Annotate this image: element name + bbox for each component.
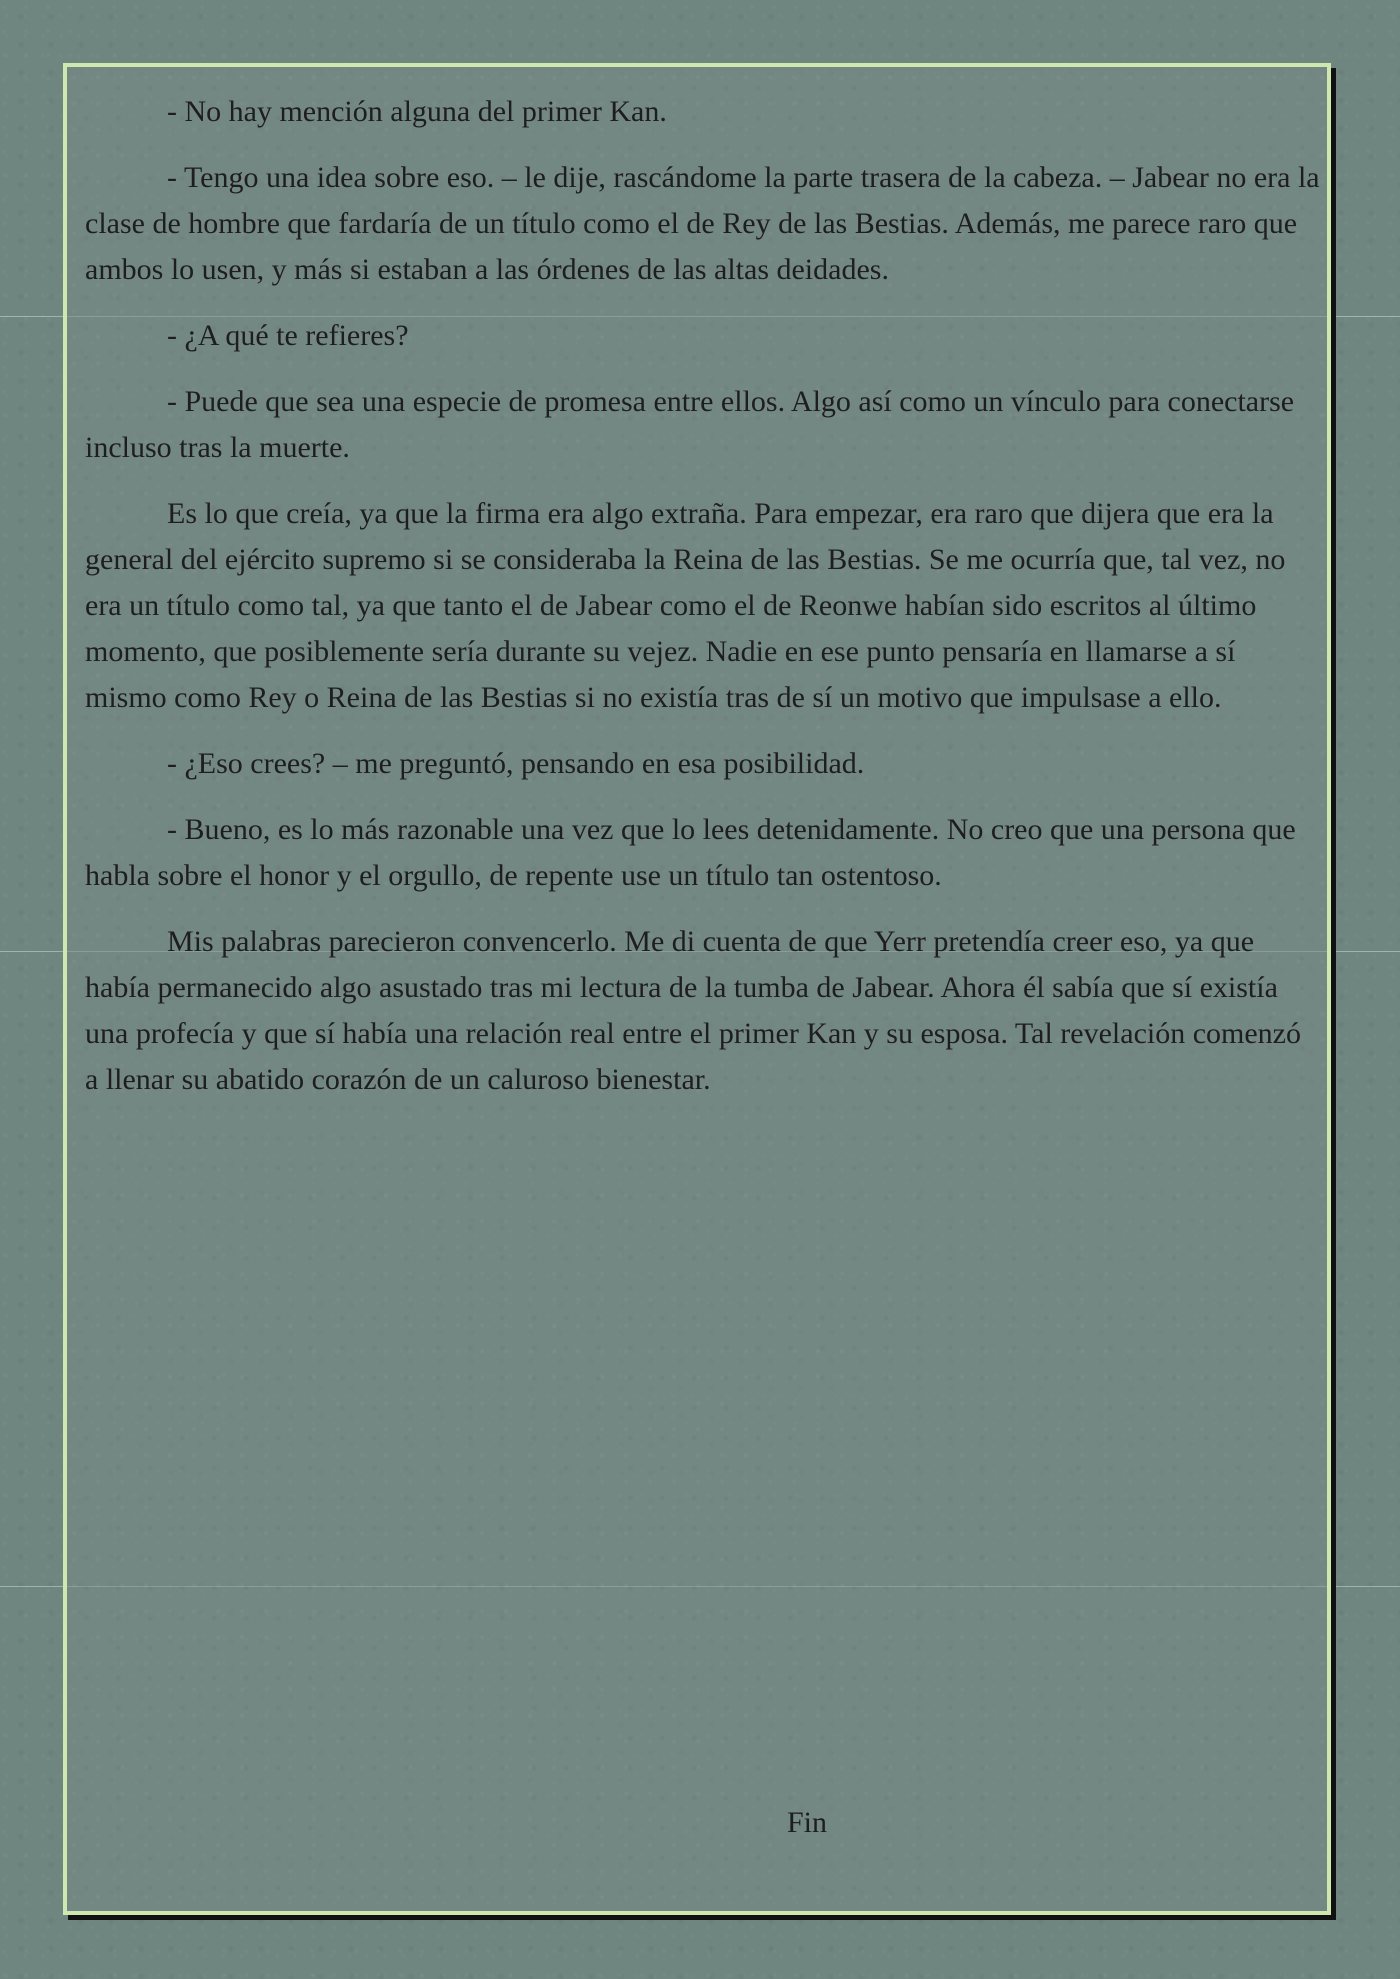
paragraph: Mis palabras parecieron convencerlo. Me di cuenta de que Yerr pretendía creer eso, ya que había permanecido algo asustado tras mi lectura de la tumba de Jabear. Ahora él sabía que sí existía una profecía y que sí había una relación real entre el primer Kan y su esposa. Tal revelación comenzó a llenar su abatido corazón de un caluroso bienestar. <box>85 925 1301 1096</box>
document-page <box>63 63 1331 1915</box>
paragraph: - Bueno, es lo más razonable una vez que lo lees detenidamente. No creo que una persona que habla sobre el honor y el orgullo, de repente use un título tan ostentoso. <box>85 813 1296 892</box>
paragraph: - Puede que sea una especie de promesa entre ellos. Algo así como un vínculo para conectarse incluso tras la muerte. <box>85 385 1295 464</box>
paragraph: - ¿Eso crees? – me preguntó, pensando en esa posibilidad. <box>167 747 865 780</box>
paragraph: - ¿A qué te refieres? <box>167 319 409 352</box>
paragraph: - Tengo una idea sobre eso. – le dije, rascándome la parte trasera de la cabeza. – Jabear no era la clase de hombre que fardaría de un título como el de Rey de las Bestias. Además, me parece raro que ambos lo usen, y más si estaban a las órdenes de las altas deidades. <box>85 161 1320 286</box>
closing-text: Fin <box>786 1806 828 1839</box>
body-text <box>85 89 1320 1123</box>
paragraph: - No hay mención alguna del primer Kan. <box>167 95 667 128</box>
paragraph: Es lo que creía, ya que la firma era algo extraña. Para empezar, era raro que dijera que era la general del ejército supremo si se consideraba la Reina de las Bestias. Se me ocurría que, tal vez, no era un título como tal, ya que tanto el de Jabear como el de Reonwe habían sido escritos al último momento, que posiblemente sería durante su vejez. Nadie en ese punto pensaría en llamarse a sí mismo como Rey o Reina de las Bestias si no existía tras de sí un motivo que impulsase a ello. <box>85 497 1286 714</box>
